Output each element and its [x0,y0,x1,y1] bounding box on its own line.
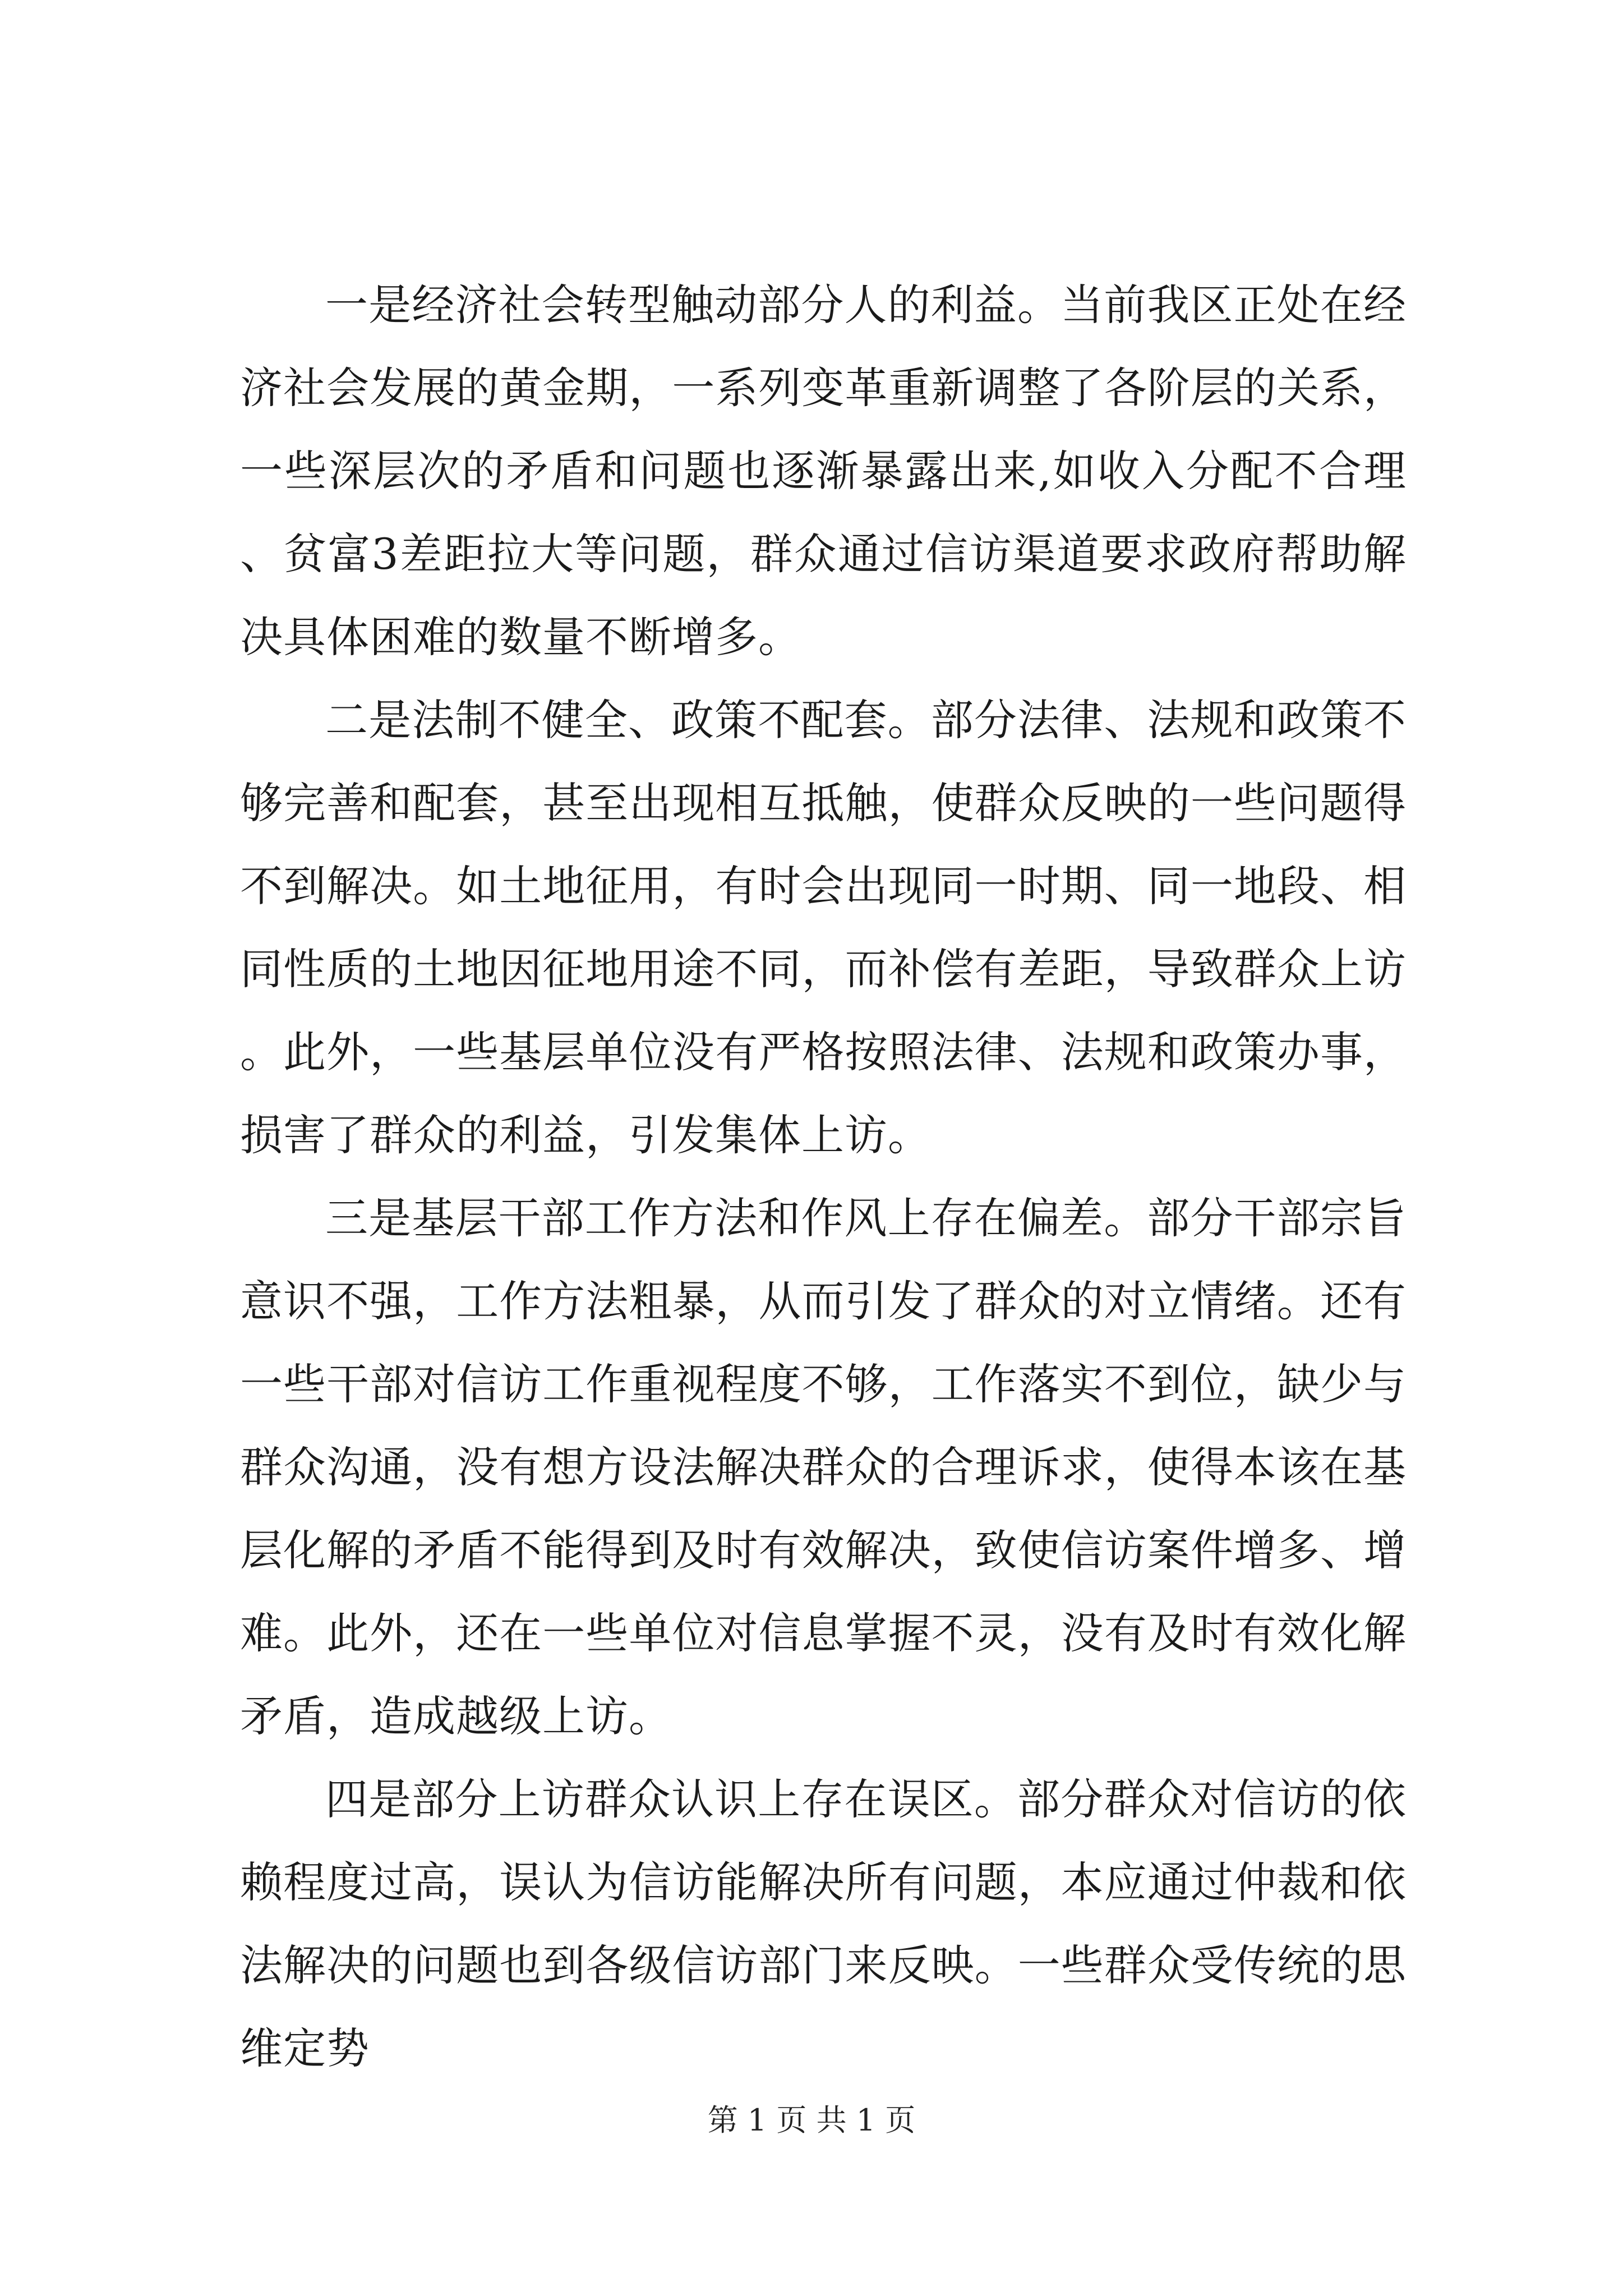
paragraph-1: 一是经济社会转型触动部分人的利益。当前我区正处在经济社会发展的黄金期，一系列变革重新调整了各阶层的关系，一些深层次的矛盾和问题也逐渐暴露出来,如收入分配不合理、贫富3差距拉大等问题，群众通过信访渠道要求政府帮助解决具体困难的数量不断增多。 [240,280,1407,662]
paragraph-2: 二是法制不健全、政策不配套。部分法律、法规和政策不够完善和配套，甚至出现相互抵触，使群众反映的一些问题得不到解决。如土地征用，有时会出现同一时期、同一地段、相同性质的土地因征地用途不同，而补偿有差距，导致群众上访。此外，一些基层单位没有严格按照法律、法规和政策办事，损害了群众的利益，引发集体上访。 [240,695,1407,1160]
document-body [240,264,1407,2090]
paragraph-4: 四是部分上访群众认识上存在误区。部分群众对信访的依赖程度过高，误认为信访能解决所有问题，本应通过仲裁和依法解决的问题也到各级信访部门来反映。一些群众受传统的思维定势 [240,1774,1407,2073]
paragraph-3: 三是基层干部工作方法和作风上存在偏差。部分干部宗旨意识不强，工作方法粗暴，从而引发了群众的对立情绪。还有一些干部对信访工作重视程度不够，工作落实不到位，缺少与群众沟通，没有想方设法解决群众的合理诉求，使得本该在基层化解的矛盾不能得到及时有效解决，致使信访案件增多、增难。此外，还在一些单位对信息掌握不灵，没有及时有效化解矛盾，造成越级上访。 [240,1193,1407,1741]
page-footer: 第 1 页 共 1 页 [707,2102,916,2138]
